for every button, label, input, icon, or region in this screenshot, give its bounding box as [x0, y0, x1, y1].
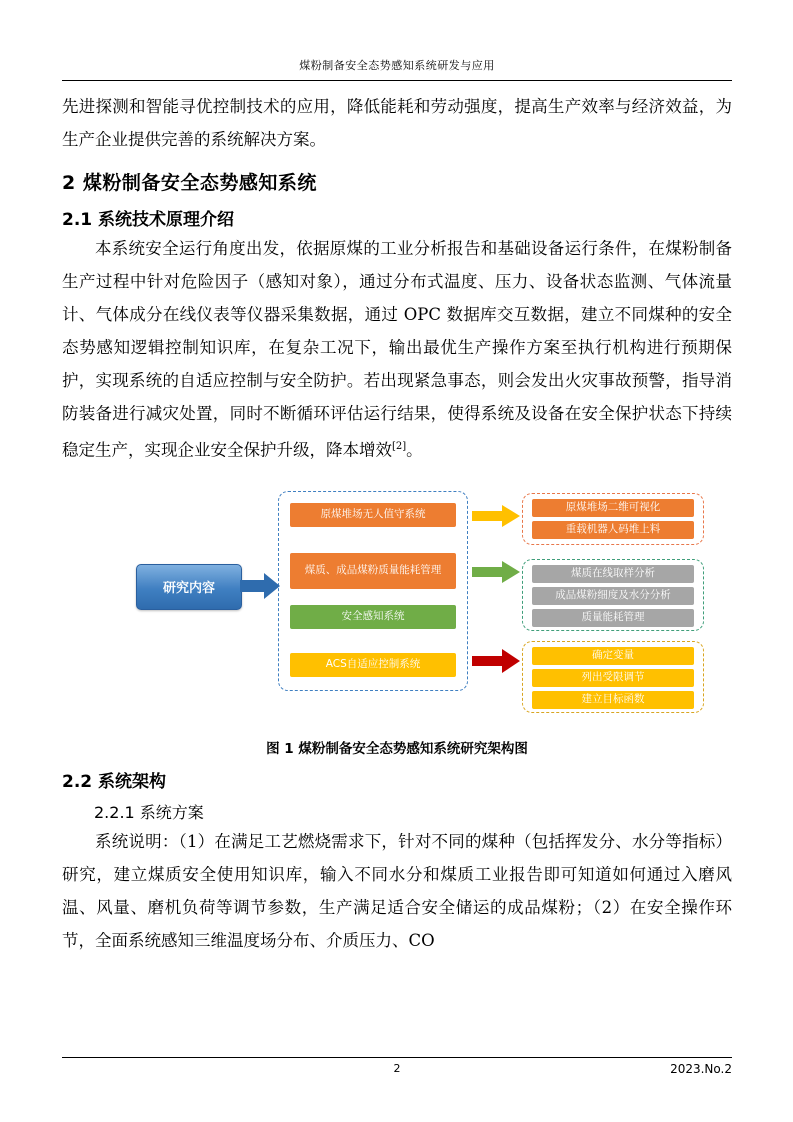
arrow-to-yellow-icon	[472, 649, 522, 675]
figure-green-node-3: 质量能耗管理	[532, 609, 694, 627]
heading-section-2-2-1: 2.2.1 系统方案	[94, 802, 204, 822]
running-header-text: 煤粉制备安全态势感知系统研发与应用	[299, 59, 495, 72]
heading-section-2: 2 煤粉制备安全态势感知系统	[62, 172, 317, 194]
figure-center-node-4: ACS自适应控制系统	[290, 653, 456, 677]
footer-issue: 2023.No.2	[670, 1062, 732, 1076]
paragraph-principle	[62, 232, 732, 467]
running-header	[62, 56, 732, 74]
figure-yellow-node-3: 建立目标函数	[532, 691, 694, 709]
footer-divider	[62, 1057, 732, 1058]
footer-page-number: 2	[393, 1062, 401, 1075]
figure-center-node-1: 原煤堆场无人值守系统	[290, 503, 456, 527]
page-content	[62, 90, 732, 957]
figure-green-node-2: 成品煤粉细度及水分分析	[532, 587, 694, 605]
arrow-to-orange-icon	[472, 505, 522, 529]
figure-green-node-1: 煤质在线取样分析	[532, 565, 694, 583]
arrow-root-to-center-icon	[240, 573, 282, 601]
paragraph-principle-text: 本系统安全运行角度出发，依据原煤的工业分析报告和基础设备运行条件，在煤粉制备生产过程中针对危险因子（感知对象），通过分布式温度、压力、设备状态监测、气体流量计、气体成分在线仪表等仪器采集数据，通过 OPC 数据库交互数据，建立不同煤种的安全态势感知逻辑控制知识库，在复杂工况下，输出最优生产操作方案至执行机构进行预期保护，实现系统的自适应控制与安全防护。若出现紧急事态，则会发出火灾事故预警，指导消防装备进行减灾处置，同时不断循环评估运行结果，使得系统及设备在安全保护状态下持续稳定生产，实现企业安全保护升级，降本增效	[62, 239, 732, 460]
figure-center-node-2: 煤质、成品煤粉质量能耗管理	[290, 553, 456, 589]
header-divider	[62, 80, 732, 81]
arrow-to-green-icon	[472, 561, 522, 585]
figure-architecture-diagram	[62, 481, 732, 731]
paragraph-top: 先进探测和智能寻优控制技术的应用，降低能耗和劳动强度，提高生产效率与经济效益，为生产企业提供完善的系统解决方案。	[62, 97, 732, 149]
figure-center-node-3: 安全感知系统	[290, 605, 456, 629]
figure-orange-node-2: 重载机器人码堆上料	[532, 521, 694, 539]
heading-section-2-2: 2.2 系统架构	[62, 771, 167, 792]
figure-root-node: 研究内容	[136, 564, 242, 610]
figure-yellow-node-2: 列出受限调节	[532, 669, 694, 687]
paragraph-scheme: 系统说明：（1）在满足工艺燃烧需求下，针对不同的煤种（包括挥发分、水分等指标）研究，建立煤质安全使用知识库，输入不同水分和煤质工业报告即可知道如何通过入磨风温、风量、磨机负荷等调节参数，生产满足适合安全储运的成品煤粉；（2）在安全操作环节，全面系统感知三维温度场分布、介质压力、CO	[62, 831, 732, 950]
paragraph-principle-end: 。	[406, 440, 423, 460]
figure-orange-node-1: 原煤堆场二维可视化	[532, 499, 694, 517]
figure-yellow-node-1: 确定变量	[532, 647, 694, 665]
reference-marker: [2]	[392, 441, 407, 452]
heading-section-2-1: 2.1 系统技术原理介绍	[62, 210, 235, 230]
figure-caption: 图 1 煤粉制备安全态势感知系统研究架构图	[266, 740, 528, 757]
